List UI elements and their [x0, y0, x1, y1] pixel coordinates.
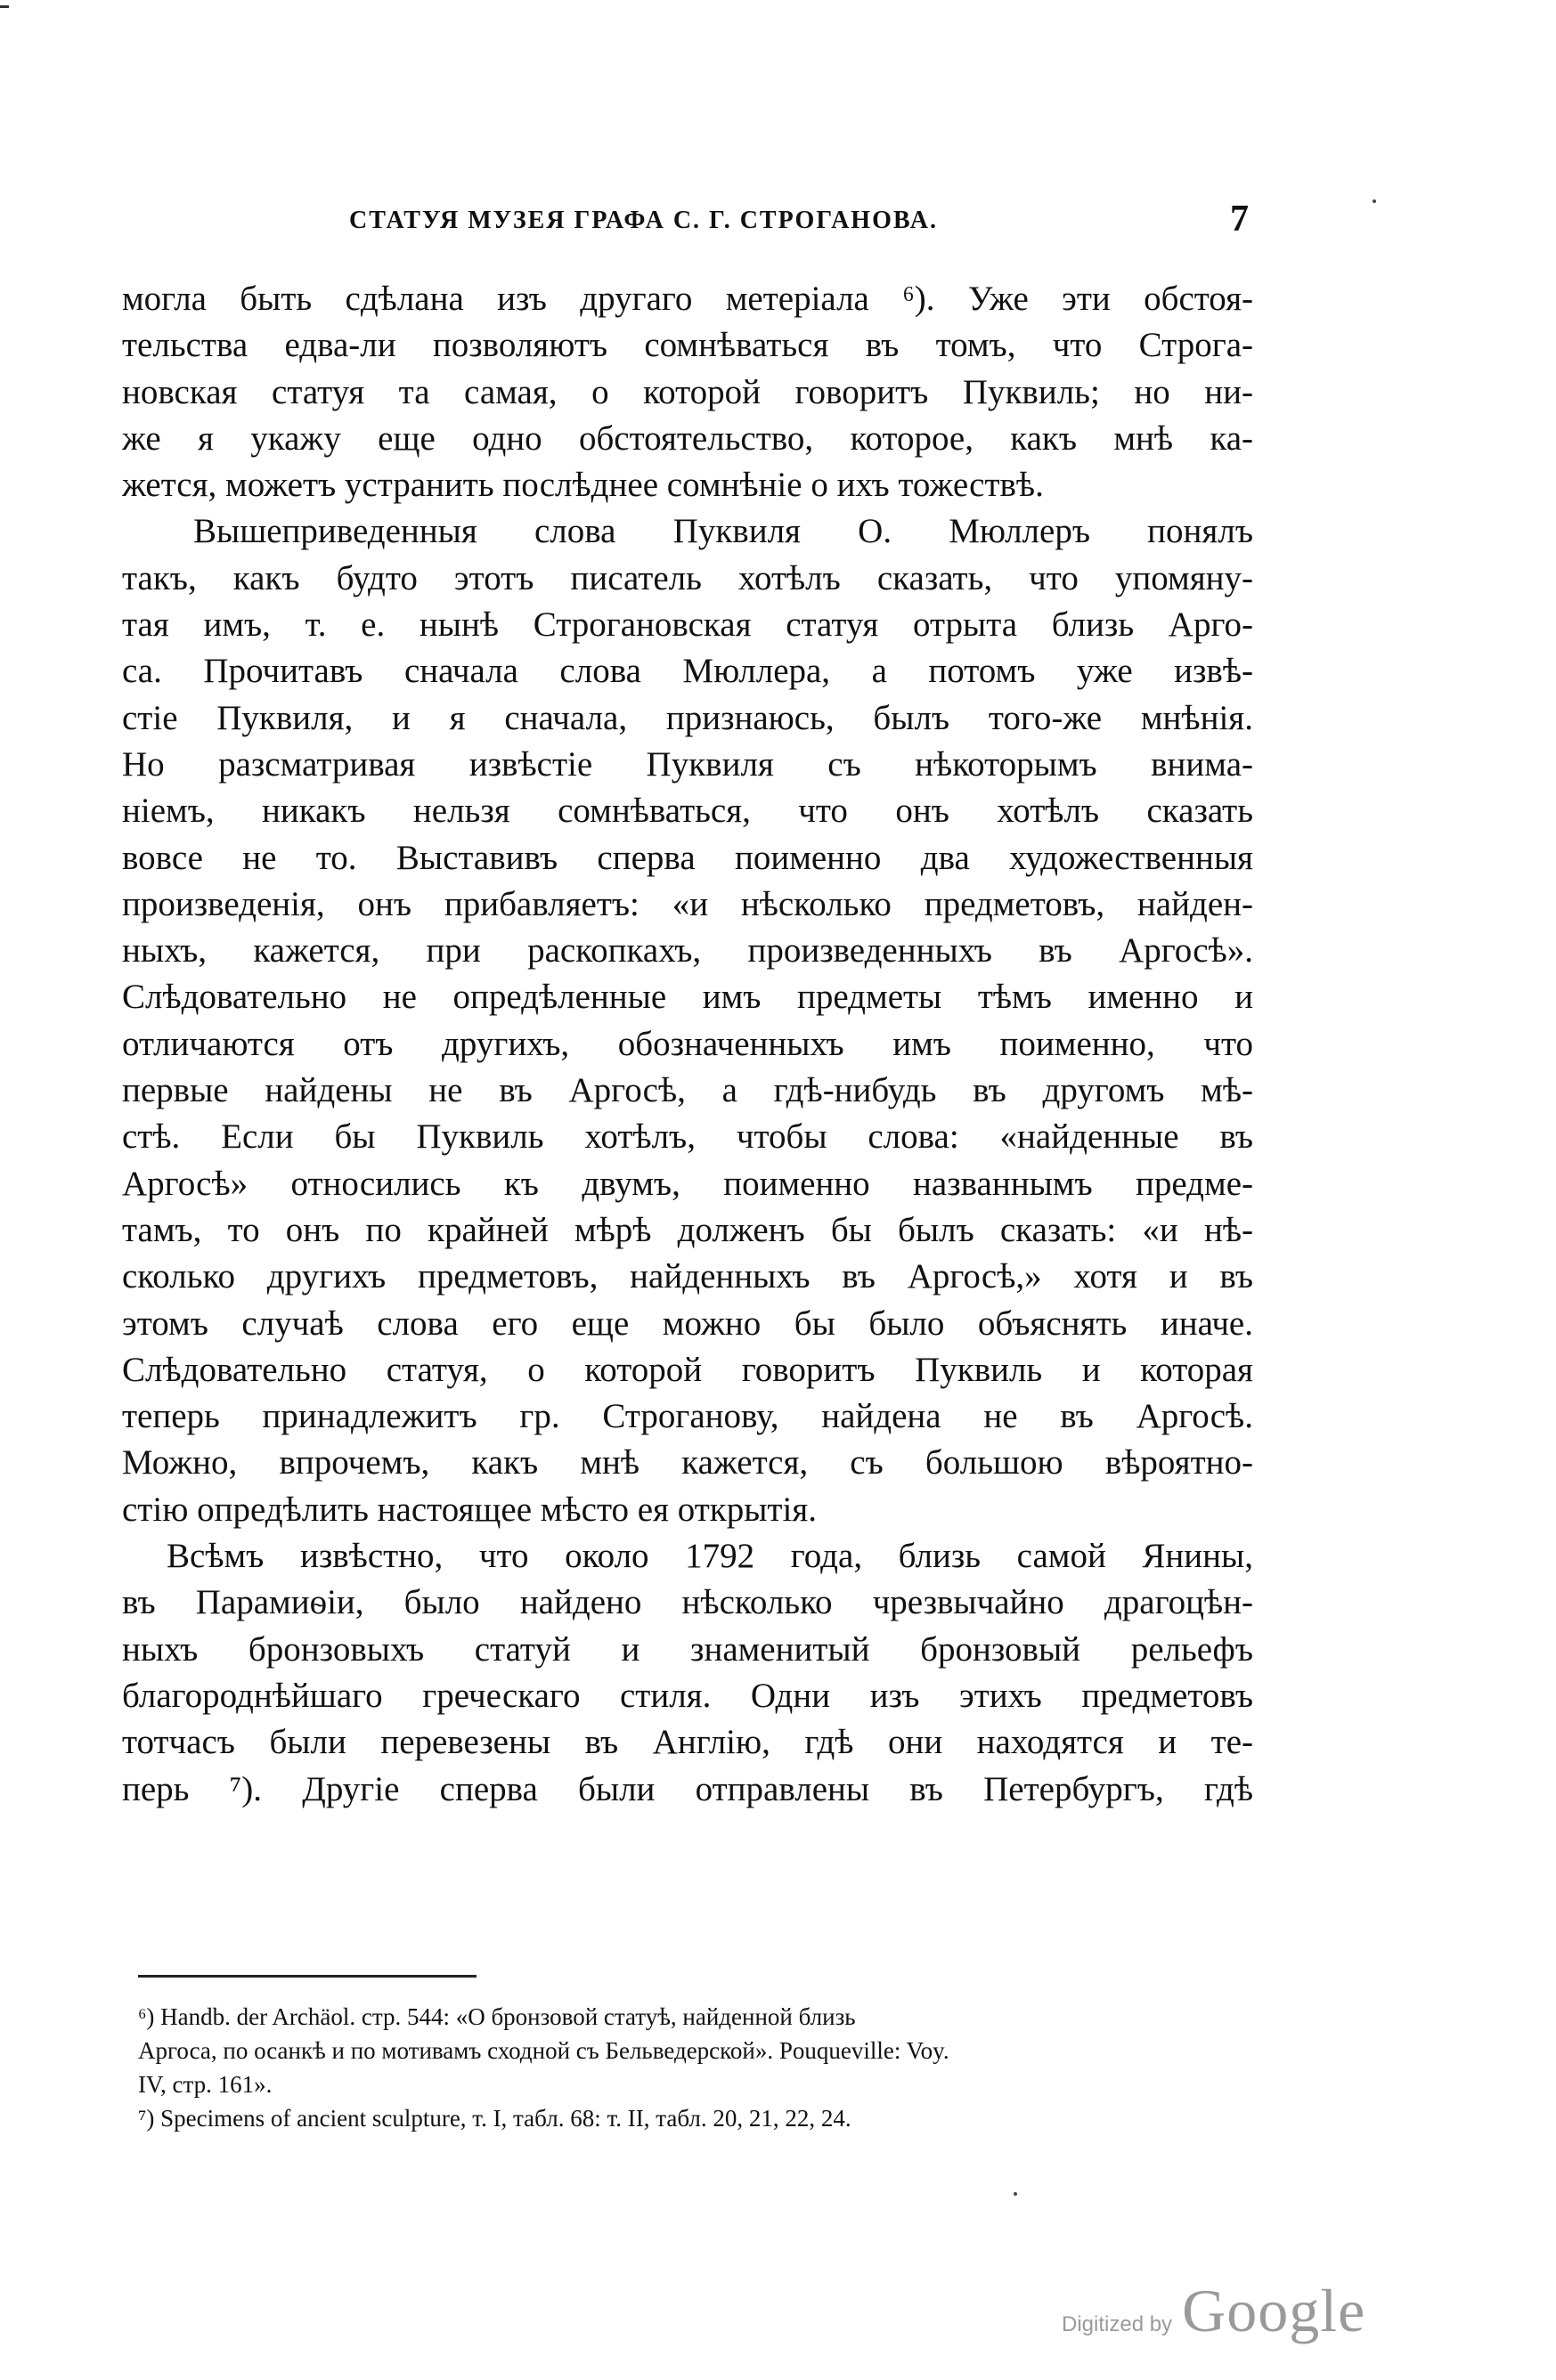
- text-line: стѣ. Если бы Пуквиль хотѣлъ, чтобы слова: «найденные въ: [122, 1117, 1253, 1157]
- digitized-by-google-watermark: [1062, 2276, 1366, 2344]
- footnote-line: Аргоса, по осанкѣ и по мотивамъ сходной съ Бельведерской». Pouqueville: Voy.: [138, 2037, 949, 2064]
- text-line: тотчасъ были перевезены въ Англію, гдѣ они находятся и те-: [122, 1723, 1253, 1762]
- running-title: СТАТУЯ МУЗЕЯ ГРАФА С. Г. СТРОГАНОВА.: [349, 207, 938, 234]
- text-line: Аргосѣ» относились къ двумъ, поименно названнымъ предме-: [122, 1164, 1253, 1203]
- text-line: жется, можетъ устранить послѣднее сомнѣніе о ихъ тожествѣ.: [122, 466, 1044, 505]
- text-line: ныхъ бронзовыхъ статуй и знаменитый бронзовый рельефъ: [122, 1629, 1253, 1669]
- text-line: первые найдены не въ Аргосѣ, а гдѣ-нибудь въ другомъ мѣ-: [122, 1071, 1253, 1110]
- text-line: са. Прочитавъ сначала слова Мюллера, а потомъ уже извѣ-: [122, 652, 1253, 691]
- footnotes: [138, 2000, 1234, 2135]
- text-line: этомъ случаѣ слова его еще можно бы было объяснять иначе.: [122, 1304, 1253, 1343]
- body-text: [122, 276, 1253, 1813]
- scan-corner-mark: [0, 5, 9, 8]
- text-line: стію опредѣлить настоящее мѣсто ея открытія.: [122, 1490, 817, 1529]
- watermark-small-text: Digitized by: [1062, 2312, 1173, 2336]
- text-line: тамъ, то онъ по крайней мѣрѣ долженъ бы былъ сказать: «и нѣ-: [122, 1210, 1253, 1249]
- text-line: Можно, впрочемъ, какъ мнѣ кажется, съ большою вѣроятно-: [122, 1443, 1253, 1482]
- scan-speck: [1373, 199, 1376, 203]
- text-line: Но разсматривая извѣстіе Пуквиля съ нѣкоторымъ внима-: [122, 744, 1253, 784]
- footnote-rule: [138, 1975, 477, 1978]
- footnote-line: ⁷) Specimens of ancient sculpture, т. I, табл. 68: т. II, табл. 20, 21, 22, 24.: [138, 2105, 851, 2132]
- page-header: [349, 198, 1249, 242]
- watermark-logo-text: Google: [1182, 2277, 1366, 2344]
- text-line: тая имъ, т. е. нынѣ Строгановская статуя отрыта близь Арго-: [122, 605, 1253, 645]
- text-line: Слѣдовательно не опредѣленные имъ предметы тѣмъ именно и: [122, 978, 1253, 1017]
- text-line: произведенія, онъ прибавляетъ: «и нѣсколько предметовъ, найден-: [122, 884, 1253, 923]
- scan-speck: [1014, 2192, 1017, 2196]
- paragraph-start-line: Вышеприведенныя слова Пуквиля О. Мюллеръ понялъ: [193, 512, 1253, 551]
- text-line: новская статуя та самая, о которой говоритъ Пуквиль; но ни-: [122, 372, 1253, 411]
- text-line: могла быть сдѣлана изъ другаго метеріала ⁶). Уже эти обстоя-: [122, 280, 1253, 318]
- text-line: въ Парамиѳіи, было найдено нѣсколько чрезвычайно драгоцѣн-: [122, 1583, 1253, 1622]
- footnote-line: ⁶) Handb. der Archäol. стр. 544: «О бронзовой статуѣ, найденной близь: [138, 2003, 856, 2030]
- text-line: ніемъ, никакъ нельзя сомнѣваться, что онъ хотѣлъ сказать: [122, 792, 1253, 831]
- text-line: такъ, какъ будто этотъ писатель хотѣлъ сказать, что упомяну-: [122, 558, 1253, 597]
- text-line: же я укажу еще одно обстоятельство, которое, какъ мнѣ ка-: [122, 418, 1253, 458]
- text-line: теперь принадлежитъ гр. Строганову, найдена не въ Аргосѣ.: [122, 1397, 1253, 1436]
- text-line: стіе Пуквиля, и я сначала, признаюсь, былъ того-же мнѣнія.: [122, 698, 1253, 737]
- footnote-line: IV, стр. 161».: [138, 2071, 273, 2098]
- paragraph-start-line: Всѣмъ извѣстно, что около 1792 года, близь самой Янины,: [167, 1537, 1253, 1576]
- text-line: ныхъ, кажется, при раскопкахъ, произведенныхъ въ Аргосѣ».: [122, 931, 1253, 971]
- text-line: сколько другихъ предметовъ, найденныхъ въ Аргосѣ,» хотя и въ: [122, 1257, 1253, 1296]
- page-number: 7: [1230, 199, 1249, 240]
- text-line: отличаются отъ другихъ, обозначенныхъ имъ поименно, что: [122, 1024, 1253, 1063]
- text-line: Слѣдовательно статуя, о которой говоритъ Пуквиль и которая: [122, 1350, 1253, 1389]
- text-line: перь ⁷). Другіе сперва были отправлены въ Петербургъ, гдѣ: [122, 1769, 1253, 1808]
- text-line: благороднѣйшаго греческаго стиля. Одни изъ этихъ предметовъ: [122, 1676, 1253, 1715]
- text-line: тельства едва-ли позволяютъ сомнѣваться въ томъ, что Строга-: [122, 326, 1253, 365]
- text-line: вовсе не то. Выставивъ сперва поименно два художественныя: [122, 838, 1253, 877]
